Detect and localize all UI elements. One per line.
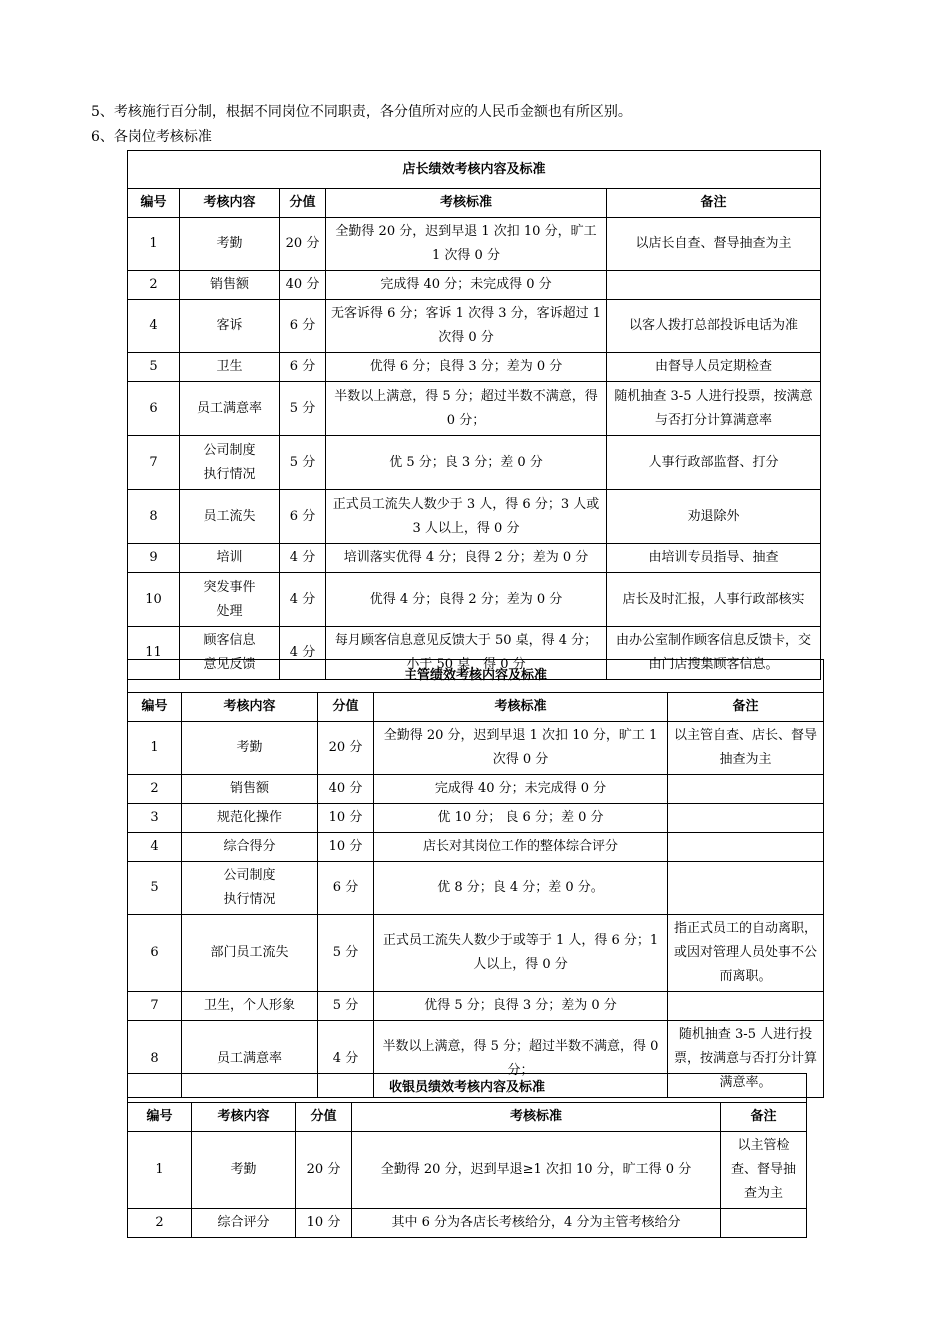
cell-score: 40 分 xyxy=(318,775,374,804)
cell-number: 2 xyxy=(128,1209,192,1238)
cell-number: 1 xyxy=(128,722,182,775)
cell-content: 卫生，个人形象 xyxy=(182,992,318,1021)
cell-content: 顾客信息 意见反馈 xyxy=(180,627,280,680)
cell-number: 3 xyxy=(128,804,182,833)
cell-score: 10 分 xyxy=(318,804,374,833)
cell-standard: 正式员工流失人数少于 3 人，得 6 分；3 人或 3 人以上，得 0 分 xyxy=(326,490,607,544)
cell-standard: 半数以上满意，得 5 分；超过半数不满意，得 0 分； xyxy=(326,382,607,436)
header-standard: 考核标准 xyxy=(326,189,607,218)
cell-number: 8 xyxy=(128,490,180,544)
cell-standard: 全勤得 20 分，迟到早退 1 次扣 10 分，旷工 1 次得 0 分 xyxy=(374,722,668,775)
cell-score: 20 分 xyxy=(296,1132,352,1209)
cell-standard: 优 8 分；良 4 分；差 0 分。 xyxy=(374,862,668,915)
header-score: 分值 xyxy=(296,1103,352,1132)
cell-score: 6 分 xyxy=(280,300,326,353)
header-content: 考核内容 xyxy=(182,693,318,722)
cell-remark: 由督导人员定期检查 xyxy=(607,353,821,382)
cell-content: 公司制度 执行情况 xyxy=(180,436,280,490)
header-remark: 备注 xyxy=(721,1103,807,1132)
cell-content: 综合得分 xyxy=(182,833,318,862)
table-row xyxy=(128,915,824,992)
table-row xyxy=(128,382,821,436)
cell-content: 客诉 xyxy=(180,300,280,353)
cell-score: 6 分 xyxy=(280,490,326,544)
cell-content: 部门员工流失 xyxy=(182,915,318,992)
cell-remark: 劝退除外 xyxy=(607,490,821,544)
cell-content: 考勤 xyxy=(180,218,280,271)
intro-line-6: 6、各岗位考核标准 xyxy=(91,129,212,145)
cell-remark xyxy=(668,992,824,1021)
table-title: 店长绩效考核内容及标准 xyxy=(128,151,821,189)
cell-standard: 完成得 40 分；未完成得 0 分 xyxy=(374,775,668,804)
header-content: 考核内容 xyxy=(192,1103,296,1132)
header-number: 编号 xyxy=(128,1103,192,1132)
header-standard: 考核标准 xyxy=(352,1103,721,1132)
cell-number: 2 xyxy=(128,775,182,804)
cell-number: 6 xyxy=(128,915,182,992)
cell-content: 员工满意率 xyxy=(182,1021,318,1098)
cell-remark: 以客人拨打总部投诉电话为准 xyxy=(607,300,821,353)
table-row xyxy=(128,300,821,353)
cell-number: 7 xyxy=(128,992,182,1021)
cell-score: 10 分 xyxy=(296,1209,352,1238)
cell-standard: 其中 6 分为各店长考核给分，4 分为主管考核给分 xyxy=(352,1209,721,1238)
cell-number: 4 xyxy=(128,300,180,353)
cell-remark: 指正式员工的自动离职，或因对管理人员处事不公而离职。 xyxy=(668,915,824,992)
cell-number: 1 xyxy=(128,1132,192,1209)
cell-score: 5 分 xyxy=(280,436,326,490)
intro-line-5: 5、考核施行百分制，根据不同岗位不同职责，各分值所对应的人民币金额也有所区别。 xyxy=(91,104,632,120)
cell-number: 9 xyxy=(128,544,180,573)
table-row xyxy=(128,271,821,300)
cell-remark xyxy=(668,804,824,833)
cell-standard: 培训落实优得 4 分；良得 2 分；差为 0 分 xyxy=(326,544,607,573)
table-row xyxy=(128,353,821,382)
table-row xyxy=(128,862,824,915)
cell-score: 4 分 xyxy=(318,1021,374,1098)
cell-standard: 正式员工流失人数少于或等于 1 人，得 6 分；1 人以上，得 0 分 xyxy=(374,915,668,992)
cell-content: 员工流失 xyxy=(180,490,280,544)
cell-remark: 随机抽查 3-5 人进行投票，按满意与否打分计算满意率。 xyxy=(668,1021,824,1098)
header-content: 考核内容 xyxy=(180,189,280,218)
cashier-table xyxy=(127,1073,807,1238)
header-standard: 考核标准 xyxy=(374,693,668,722)
cell-score: 4 分 xyxy=(280,573,326,627)
table-row xyxy=(128,1209,807,1238)
table-row xyxy=(128,490,821,544)
cell-score: 6 分 xyxy=(280,353,326,382)
cell-score: 5 分 xyxy=(280,382,326,436)
table-row xyxy=(128,775,824,804)
cell-remark: 店长及时汇报，人事行政部核实 xyxy=(607,573,821,627)
cell-remark: 以主管检查、督导抽查为主 xyxy=(721,1132,807,1209)
table-row xyxy=(128,573,821,627)
cell-content: 员工满意率 xyxy=(180,382,280,436)
table-body xyxy=(128,1132,807,1238)
cell-standard: 优 10 分； 良 6 分；差 0 分 xyxy=(374,804,668,833)
cell-remark xyxy=(721,1209,807,1238)
cell-content: 考勤 xyxy=(182,722,318,775)
cell-remark: 以主管自查、店长、督导抽查为主 xyxy=(668,722,824,775)
cell-number: 4 xyxy=(128,833,182,862)
cell-number: 11 xyxy=(128,627,180,680)
cell-score: 40 分 xyxy=(280,271,326,300)
table-body xyxy=(128,218,821,680)
header-remark: 备注 xyxy=(668,693,824,722)
cell-remark xyxy=(607,271,821,300)
cell-content: 卫生 xyxy=(180,353,280,382)
cell-score: 5 分 xyxy=(318,915,374,992)
cell-number: 8 xyxy=(128,1021,182,1098)
cell-remark: 由办公室制作顾客信息反馈卡，交由门店搜集顾客信息。 xyxy=(607,627,821,680)
header-number: 编号 xyxy=(128,189,180,218)
cell-number: 2 xyxy=(128,271,180,300)
cell-number: 6 xyxy=(128,382,180,436)
cell-standard: 完成得 40 分；未完成得 0 分 xyxy=(326,271,607,300)
cell-content: 综合评分 xyxy=(192,1209,296,1238)
cell-remark xyxy=(668,862,824,915)
cell-score: 20 分 xyxy=(318,722,374,775)
table-body xyxy=(128,722,824,1098)
table-row xyxy=(128,218,821,271)
cell-remark: 人事行政部监督、打分 xyxy=(607,436,821,490)
table-row xyxy=(128,833,824,862)
header-number: 编号 xyxy=(128,693,182,722)
cell-standard: 每月顾客信息意见反馈大于 50 桌，得 4 分；小于 50 桌，得 0 分 xyxy=(326,627,607,680)
table-row xyxy=(128,1132,807,1209)
cell-remark xyxy=(668,833,824,862)
header-score: 分值 xyxy=(318,693,374,722)
cell-standard: 无客诉得 6 分；客诉 1 次得 3 分，客诉超过 1 次得 0 分 xyxy=(326,300,607,353)
table-title: 主管绩效考核内容及标准 xyxy=(128,660,824,693)
cell-content: 规范化操作 xyxy=(182,804,318,833)
cell-standard: 半数以上满意，得 5 分；超过半数不满意，得 0 分； xyxy=(374,1021,668,1098)
cell-score: 4 分 xyxy=(280,627,326,680)
cell-remark xyxy=(668,775,824,804)
cell-number: 5 xyxy=(128,353,180,382)
header-score: 分值 xyxy=(280,189,326,218)
cell-number: 1 xyxy=(128,218,180,271)
cell-content: 销售额 xyxy=(180,271,280,300)
cell-number: 5 xyxy=(128,862,182,915)
cell-score: 6 分 xyxy=(318,862,374,915)
cell-standard: 全勤得 20 分，迟到早退≥1 次扣 10 分，旷工得 0 分 xyxy=(352,1132,721,1209)
cell-score: 5 分 xyxy=(318,992,374,1021)
cell-score: 4 分 xyxy=(280,544,326,573)
cell-content: 突发事件 处理 xyxy=(180,573,280,627)
table-row xyxy=(128,804,824,833)
cell-standard: 优得 6 分；良得 3 分；差为 0 分 xyxy=(326,353,607,382)
table-row xyxy=(128,722,824,775)
cell-standard: 店长对其岗位工作的整体综合评分 xyxy=(374,833,668,862)
supervisor-table xyxy=(127,659,824,1098)
table-row xyxy=(128,544,821,573)
cell-remark: 随机抽查 3-5 人进行投票，按满意与否打分计算满意率 xyxy=(607,382,821,436)
table-row xyxy=(128,992,824,1021)
cell-content: 公司制度 执行情况 xyxy=(182,862,318,915)
cell-number: 7 xyxy=(128,436,180,490)
cell-score: 10 分 xyxy=(318,833,374,862)
cell-standard: 优得 4 分；良得 2 分；差为 0 分 xyxy=(326,573,607,627)
cell-remark: 由培训专员指导、抽查 xyxy=(607,544,821,573)
table-title: 收银员绩效考核内容及标准 xyxy=(128,1074,807,1103)
cell-number: 10 xyxy=(128,573,180,627)
cell-content: 考勤 xyxy=(192,1132,296,1209)
table-row xyxy=(128,436,821,490)
cell-standard: 优得 5 分；良得 3 分；差为 0 分 xyxy=(374,992,668,1021)
cell-content: 培训 xyxy=(180,544,280,573)
cell-standard: 全勤得 20 分，迟到早退 1 次扣 10 分，旷工 1 次得 0 分 xyxy=(326,218,607,271)
cell-content: 销售额 xyxy=(182,775,318,804)
cell-standard: 优 5 分；良 3 分；差 0 分 xyxy=(326,436,607,490)
cell-score: 20 分 xyxy=(280,218,326,271)
header-remark: 备注 xyxy=(607,189,821,218)
store-manager-table xyxy=(127,150,821,680)
cell-remark: 以店长自查、督导抽查为主 xyxy=(607,218,821,271)
